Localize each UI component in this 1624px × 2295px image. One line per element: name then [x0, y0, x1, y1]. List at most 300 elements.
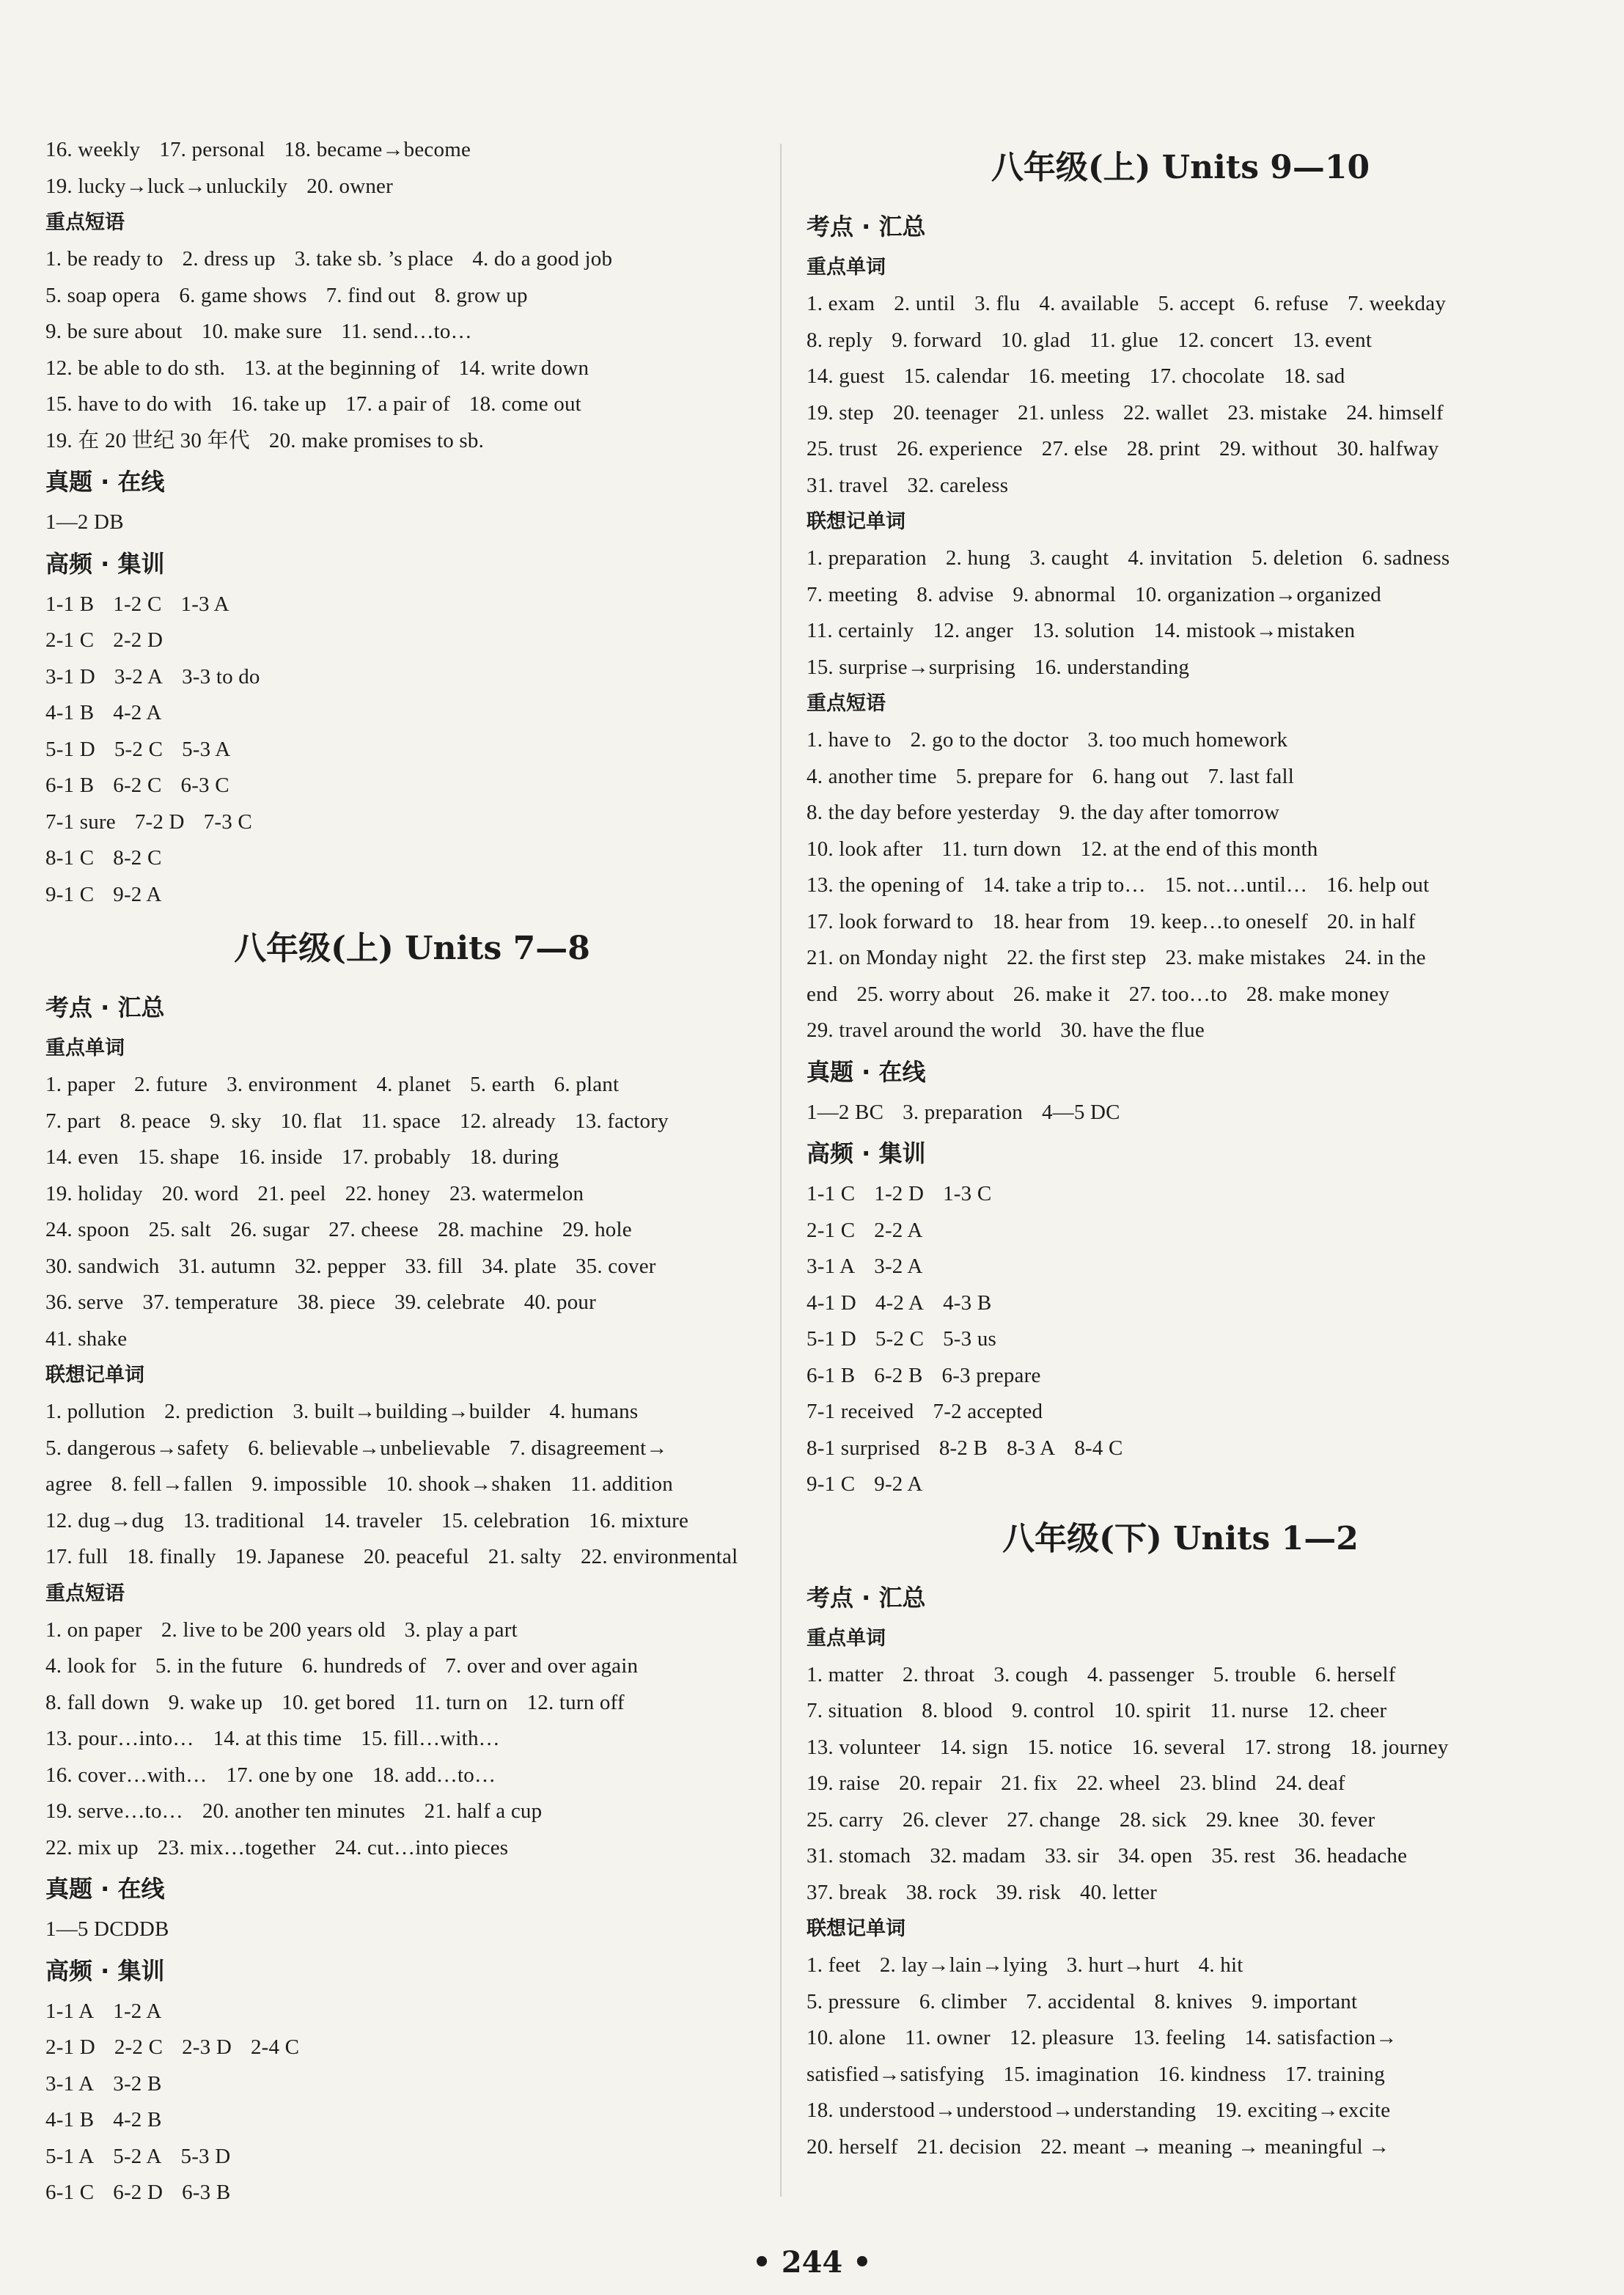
answer-item: 14. mistook→mistaken [1153, 619, 1356, 642]
answer-item: 13. solution [1032, 619, 1135, 642]
answer-item: 1. have to [807, 728, 892, 752]
answer-item: 3-2 A [114, 664, 163, 688]
answer-item: 21. half a cup [424, 1799, 543, 1823]
answer-item: 9-1 C [45, 882, 95, 906]
answer-item: 37. break [807, 1880, 887, 1904]
section-heading: 高频 · 集训 [45, 549, 165, 578]
answer-item: 2. until [894, 292, 955, 315]
answer-item: 26. clever [902, 1807, 988, 1832]
answer-line [45, 350, 779, 387]
answer-item: 6-3 prepare [941, 1363, 1041, 1387]
answer-item: 7. last fall [1208, 764, 1295, 788]
answer-item: 6. game shows [179, 283, 307, 307]
answer-line [807, 722, 1554, 759]
answer-item: 31. travel [807, 473, 889, 497]
answer-line [45, 314, 779, 350]
answer-item: 8-4 C [1074, 1436, 1123, 1460]
answer-line [45, 504, 779, 541]
answer-item: 1. matter [807, 1662, 883, 1686]
answer-line [45, 1321, 779, 1358]
answer-item: 11. certainly [807, 619, 914, 642]
answer-item: 8. advise [916, 582, 994, 606]
answer-item: 6. believable→unbelievable [248, 1436, 490, 1460]
answer-item: 8-2 B [938, 1436, 988, 1460]
answer-item: 14. guest [807, 364, 885, 388]
answer-item: 32. pepper [294, 1254, 386, 1278]
answer-item: 12. anger [933, 619, 1014, 642]
answer-item: 10. make sure [201, 320, 323, 343]
answer-item: 16. kindness [1158, 2062, 1266, 2086]
answer-line [807, 1176, 1554, 1213]
answer-line [45, 1394, 779, 1431]
answer-item: 5. soap opera [45, 283, 161, 307]
answer-item: 3-1 D [45, 664, 95, 688]
answer-line [45, 1249, 779, 1285]
answer-item: 13. the opening of [807, 873, 964, 897]
answer-item: 1. be ready to [45, 247, 163, 271]
answer-item: 5. trouble [1213, 1662, 1296, 1686]
answer-item: 3-1 A [45, 2071, 95, 2096]
answer-item: 9. forward [892, 328, 982, 352]
answer-item: 14. take a trip to… [982, 873, 1146, 897]
answer-item: 11. owner [905, 2026, 991, 2049]
answer-item: 7. over and over again [445, 1654, 639, 1678]
answer-line [807, 577, 1554, 614]
answer-item: 19. serve…to… [45, 1799, 183, 1823]
answer-item: 17. training [1285, 2062, 1385, 2086]
answer-item: 15. celebration [441, 1508, 570, 1532]
answer-item: 39. risk [996, 1880, 1061, 1904]
answer-item: 12. cheer [1307, 1699, 1387, 1722]
answer-item: 6. hundreds of [301, 1654, 427, 1678]
answer-item: 1. pollution [45, 1400, 146, 1423]
answer-item: 38. rock [905, 1880, 977, 1904]
section-heading: 真题 · 在线 [807, 1057, 926, 1086]
answer-item: 4-1 D [807, 1290, 856, 1315]
answer-item: 40. pour [523, 1290, 596, 1314]
answer-item: 15. notice [1027, 1735, 1113, 1759]
answer-line [45, 241, 779, 278]
answer-line [807, 1095, 1554, 1131]
answer-item: 4. passenger [1087, 1662, 1194, 1686]
answer-item: 26. experience [896, 437, 1023, 460]
answer-line [807, 359, 1554, 395]
answer-line [807, 1984, 1554, 2021]
answer-item: 5-2 C [875, 1327, 925, 1351]
answer-item: 13. pour…into… [45, 1727, 194, 1750]
answer-item: 17. one by one [226, 1763, 354, 1787]
answer-item: 15. imagination [1003, 2062, 1139, 2086]
answer-item: 1-1 B [45, 592, 95, 616]
answer-item: 4. invitation [1128, 546, 1233, 570]
answer-item: 8-1 C [45, 846, 95, 870]
answer-item: 25. salt [148, 1218, 211, 1241]
answer-item: 33. sir [1045, 1844, 1099, 1868]
answer-item: 1-2 C [113, 592, 162, 616]
answer-item: 37. temperature [142, 1290, 279, 1314]
answer-item: 11. space [361, 1109, 441, 1133]
answer-item: 4. humans [549, 1400, 639, 1423]
answer-line [807, 431, 1554, 468]
answer-item: 1-1 A [45, 1999, 95, 2023]
answer-item: 8. the day before yesterday [807, 801, 1040, 824]
answer-line [807, 1249, 1554, 1285]
answer-item: 5-3 us [943, 1327, 997, 1351]
answer-item: 15. surprise→surprising [807, 655, 1015, 679]
answer-line [807, 1875, 1554, 1912]
answer-line [807, 1431, 1554, 1467]
answer-item: 1. feet [807, 1953, 861, 1977]
answer-item: 24. cut…into pieces [334, 1835, 509, 1859]
answer-item: 3. caught [1029, 546, 1109, 570]
answer-item: 11. glue [1090, 328, 1158, 352]
answer-item: 19. raise [807, 1771, 881, 1795]
answer-item: 23. mistake [1227, 400, 1328, 425]
answer-item: 6. plant [554, 1073, 620, 1096]
answer-item: 8. fell→fallen [111, 1472, 233, 1496]
answer-item: 1—2 DB [45, 510, 124, 534]
answer-item: 21. decision [916, 2134, 1022, 2159]
answer-item: 10. organization→organized [1135, 582, 1381, 606]
answer-line [807, 1358, 1554, 1395]
answer-item: 5-3 A [182, 737, 231, 761]
answer-line [45, 1212, 779, 1249]
answer-item: 8. knives [1154, 1989, 1233, 2013]
answer-item: 19. exciting→excite [1215, 2098, 1391, 2122]
answer-item: 3. environment [227, 1073, 358, 1096]
answer-line [807, 1802, 1554, 1839]
answer-item: 10. spirit [1114, 1699, 1191, 1722]
answer-item: 21. fix [1001, 1771, 1058, 1795]
answer-line [45, 1139, 779, 1176]
answer-item: 2. lay→lain→lying [879, 1953, 1048, 1977]
section-heading: 高频 · 集训 [807, 1139, 926, 1167]
answer-item: 24. spoon [45, 1218, 130, 1241]
answer-line [45, 1176, 779, 1213]
answer-line [45, 659, 779, 696]
answer-item: 5. pressure [807, 1989, 900, 2013]
answer-line [45, 423, 779, 460]
answer-item: 2-2 A [874, 1218, 923, 1242]
answer-item: 2-3 D [182, 2035, 232, 2059]
answer-line [45, 840, 779, 877]
answer-item: 9. important [1252, 1989, 1358, 2013]
subsection-heading: 重点单词 [807, 1626, 886, 1650]
right-column [807, 132, 1554, 2165]
answer-line [45, 278, 779, 315]
answer-item: 23. blind [1179, 1771, 1257, 1795]
answer-item: 19. holiday [45, 1181, 143, 1205]
answer-line [45, 1612, 779, 1649]
answer-item: 8-3 A [1007, 1436, 1056, 1460]
answer-item: 27. change [1007, 1807, 1101, 1832]
answer-item: 29. travel around the world [807, 1018, 1042, 1042]
section-heading: 考点 · 汇总 [807, 213, 926, 240]
answer-line [807, 2020, 1554, 2057]
answer-item: 22. wallet [1123, 400, 1209, 425]
answer-line [807, 468, 1554, 504]
answer-item: 5. prepare for [955, 764, 1073, 788]
answer-item: 28. machine [437, 1218, 543, 1241]
answer-item: 8. reply [807, 328, 873, 352]
answer-item: 7-2 accepted [933, 1400, 1043, 1423]
answer-item: 7. weekday [1347, 292, 1447, 315]
answer-item: 19. keep…to oneself [1128, 909, 1308, 933]
answer-item: 36. headache [1294, 1844, 1408, 1868]
answer-item: 20. teenager [892, 400, 999, 425]
answer-item: 9-2 A [874, 1472, 923, 1496]
answer-line [807, 1766, 1554, 1802]
answer-item: 20. peaceful [363, 1545, 469, 1568]
answer-item: 13. factory [575, 1109, 669, 1133]
answer-line [807, 1466, 1554, 1503]
answer-item: 10. get bored [282, 1690, 395, 1714]
answer-item: 28. sick [1119, 1807, 1187, 1832]
answer-item: 7. accidental [1026, 1989, 1136, 2013]
answer-item: 9. wake up [168, 1690, 263, 1714]
answer-item: 8. fall down [45, 1690, 150, 1714]
answer-line [45, 169, 779, 205]
answer-item: 20. another ten minutes [202, 1799, 405, 1823]
answer-item: 9. sky [210, 1109, 262, 1133]
answer-item: 6-3 B [182, 2181, 231, 2204]
answer-item: 7-2 D [134, 809, 185, 834]
section-heading: 高频 · 集训 [45, 1956, 165, 1985]
answer-item: 12. at the end of this month [1080, 837, 1318, 861]
answer-item: 19. Japanese [235, 1545, 345, 1568]
answer-item: 5-2 C [114, 737, 163, 761]
answer-item: 15. shape [137, 1145, 220, 1169]
answer-item: 20. owner [306, 174, 393, 198]
left-column [45, 132, 779, 2211]
answer-item: 15. not…until… [1164, 873, 1308, 897]
answer-line [807, 1693, 1554, 1730]
answer-item: 17. personal [159, 138, 265, 161]
answer-line [45, 1067, 779, 1104]
answer-line [45, 1539, 779, 1576]
answer-item: 7-1 sure [45, 809, 116, 834]
answer-item: 4. hit [1198, 1953, 1243, 1977]
answer-item: 30. fever [1298, 1807, 1375, 1832]
answer-item: 10. glad [1000, 328, 1071, 352]
answer-item: 4. planet [376, 1073, 452, 1096]
answer-item: 20. repair [899, 1771, 982, 1795]
answer-item: 13. at the beginning of [244, 356, 440, 380]
answer-item: 21. on Monday night [807, 946, 988, 969]
answer-line [807, 795, 1554, 831]
answer-line [45, 1104, 779, 1140]
answer-item: agree [45, 1472, 92, 1496]
answer-item: 36. serve [45, 1290, 124, 1314]
answer-line [45, 732, 779, 768]
answer-line [807, 540, 1554, 577]
subsection-heading: 联想记单词 [807, 1917, 905, 1940]
answer-item: 16. meeting [1028, 364, 1131, 388]
answer-item: 3. built→building→builder [293, 1400, 531, 1423]
answer-item: 12. pleasure [1009, 2026, 1114, 2049]
answer-item: 9-1 C [807, 1472, 856, 1496]
answer-line [45, 1285, 779, 1321]
answer-item: 17. a pair of [345, 392, 450, 416]
answer-item: 1-2 A [113, 1999, 162, 2023]
answer-item: 6-1 C [45, 2181, 95, 2204]
answer-item: 5. earth [470, 1073, 535, 1096]
subsection-heading: 重点短语 [45, 211, 125, 234]
answer-line [45, 2030, 779, 2066]
answer-item: 10. look after [807, 837, 923, 861]
answer-item: 26. sugar [229, 1218, 310, 1241]
column-divider [780, 144, 782, 2197]
answer-line [45, 1721, 779, 1758]
subsection-heading: 重点短语 [45, 1582, 125, 1605]
answer-item: 22. mix up [45, 1835, 139, 1859]
answer-item: 22. honey [345, 1181, 430, 1205]
answer-line [45, 1431, 779, 1467]
answer-item: 35. cover [575, 1254, 656, 1278]
answer-line [807, 1013, 1554, 1049]
answer-item: 12. already [459, 1109, 556, 1133]
answer-item: 9. impossible [251, 1472, 367, 1496]
answer-item: 30. sandwich [45, 1254, 160, 1278]
answer-line [45, 623, 779, 659]
answer-item: 9. the day after tomorrow [1059, 801, 1280, 824]
answer-item: 41. shake [45, 1326, 128, 1351]
unit-title: 八年级(上) Units 9—10 [991, 149, 1370, 186]
answer-item: 13. event [1293, 328, 1373, 352]
answer-item: 11. send…to… [341, 320, 472, 343]
answer-item: 2. throat [902, 1662, 975, 1686]
answer-item: 14. satisfaction→ [1244, 2026, 1397, 2049]
answer-item: 28. make money [1246, 982, 1390, 1006]
answer-line [45, 132, 779, 169]
answer-item: 3-2 A [874, 1255, 923, 1278]
answer-line [807, 1213, 1554, 1249]
answer-line [45, 877, 779, 914]
answer-item: 14. write down [458, 356, 589, 380]
answer-item: 4-1 B [45, 701, 95, 724]
answer-line [45, 2139, 779, 2175]
answer-line [807, 286, 1554, 323]
answer-line [45, 1793, 779, 1830]
answer-item: 19. lucky→luck→unluckily [45, 174, 288, 198]
answer-item: 14. traveler [323, 1508, 422, 1532]
answer-item: 1—5 DCDDB [45, 1917, 169, 1941]
answer-item: 2-2 C [114, 2035, 163, 2059]
answer-item: 5. deletion [1252, 546, 1343, 570]
answer-item: 7. situation [807, 1699, 903, 1722]
answer-item: 3. cough [993, 1662, 1068, 1686]
answer-item: 7-1 received [807, 1400, 914, 1423]
answer-item: 2. go to the doctor [910, 728, 1069, 752]
answer-item: 9. be sure about [45, 320, 183, 343]
answer-line [807, 2093, 1554, 2129]
answer-item: 15. calendar [903, 364, 1010, 388]
answer-item: satisfied→satisfying [807, 2062, 985, 2086]
answer-item: 5-1 D [807, 1327, 856, 1351]
answer-item: 5. accept [1158, 292, 1235, 315]
answer-item: 20. word [161, 1181, 239, 1205]
section-heading: 考点 · 汇总 [45, 994, 165, 1021]
answer-item: 20. herself [807, 2134, 898, 2159]
answer-item: 2-2 D [113, 628, 163, 652]
answer-item: 4. look for [45, 1654, 136, 1678]
answer-item: 4-1 B [45, 2108, 95, 2131]
subsection-heading: 重点短语 [807, 692, 886, 715]
answer-item: 16. weekly [45, 138, 141, 161]
unit-title: 八年级(下) Units 1—2 [1002, 1519, 1359, 1557]
answer-line [45, 1758, 779, 1794]
answer-item: 30. halfway [1337, 437, 1439, 460]
answer-line [45, 768, 779, 804]
answer-item: 1. on paper [45, 1617, 142, 1642]
answer-item: 17. chocolate [1149, 364, 1265, 388]
answer-item: end [807, 982, 838, 1006]
answer-item: 3. preparation [903, 1100, 1023, 1124]
answer-item: 18. during [469, 1145, 559, 1169]
answer-item: 7. meeting [807, 582, 898, 606]
answer-item: 4. another time [807, 764, 937, 788]
answer-item: 6-2 C [113, 774, 162, 797]
answer-line [807, 613, 1554, 650]
answer-item: 16. several [1131, 1735, 1226, 1759]
answer-item: 17. probably [341, 1145, 451, 1169]
answer-item: 8. peace [120, 1109, 191, 1133]
answer-item: 29. hole [562, 1218, 632, 1241]
answer-item: 13. volunteer [807, 1735, 921, 1759]
answer-line [807, 977, 1554, 1013]
answer-item: 1-3 C [943, 1182, 992, 1205]
answer-item: 9. abnormal [1013, 582, 1117, 606]
answer-item: 2-1 C [45, 628, 95, 652]
answer-item: 14. sign [939, 1735, 1009, 1759]
answer-item: 5-1 D [45, 737, 95, 761]
answer-item: 20. make promises to sb. [268, 428, 485, 452]
answer-item: 3-3 to do [182, 664, 260, 688]
answer-item: 6-1 B [807, 1363, 856, 1387]
answer-line [45, 587, 779, 623]
answer-item: 18. hear from [992, 909, 1110, 933]
answer-item: 5-2 A [113, 2144, 162, 2168]
answer-line [45, 1648, 779, 1685]
answer-item: 4. available [1039, 292, 1139, 315]
answer-line [45, 1685, 779, 1722]
answer-item: 19. 在 20 世纪 30 年代 [45, 428, 250, 452]
answer-item: 1-2 D [874, 1182, 925, 1205]
answer-line [807, 323, 1554, 359]
answer-item: 2-4 C [250, 2035, 300, 2059]
answer-item: 10. flat [280, 1109, 342, 1133]
answer-line [45, 1994, 779, 2030]
answer-item: 22. meant → meaning → meaningful → [1040, 2134, 1390, 2159]
answer-item: 25. trust [807, 437, 878, 460]
answer-line [45, 2102, 779, 2139]
answer-item: 13. feeling [1133, 2026, 1226, 2049]
answer-line [807, 940, 1554, 977]
answer-item: 10. alone [807, 2026, 886, 2049]
answer-item: 16. take up [230, 392, 327, 416]
answer-item: 17. full [45, 1545, 109, 1568]
answer-item: 24. in the [1344, 946, 1426, 969]
answer-item: 12. be able to do sth. [45, 356, 226, 380]
answer-line [807, 2057, 1554, 2093]
answer-item: 6. climber [919, 1989, 1007, 2013]
answer-item: 2. live to be 200 years old [161, 1617, 386, 1642]
answer-item: 5-3 D [180, 2144, 231, 2168]
answer-item: 30. have the flue [1060, 1018, 1205, 1042]
answer-item: 29. without [1219, 437, 1318, 460]
answer-line [807, 867, 1554, 904]
answer-item: 11. nurse [1210, 1699, 1289, 1722]
